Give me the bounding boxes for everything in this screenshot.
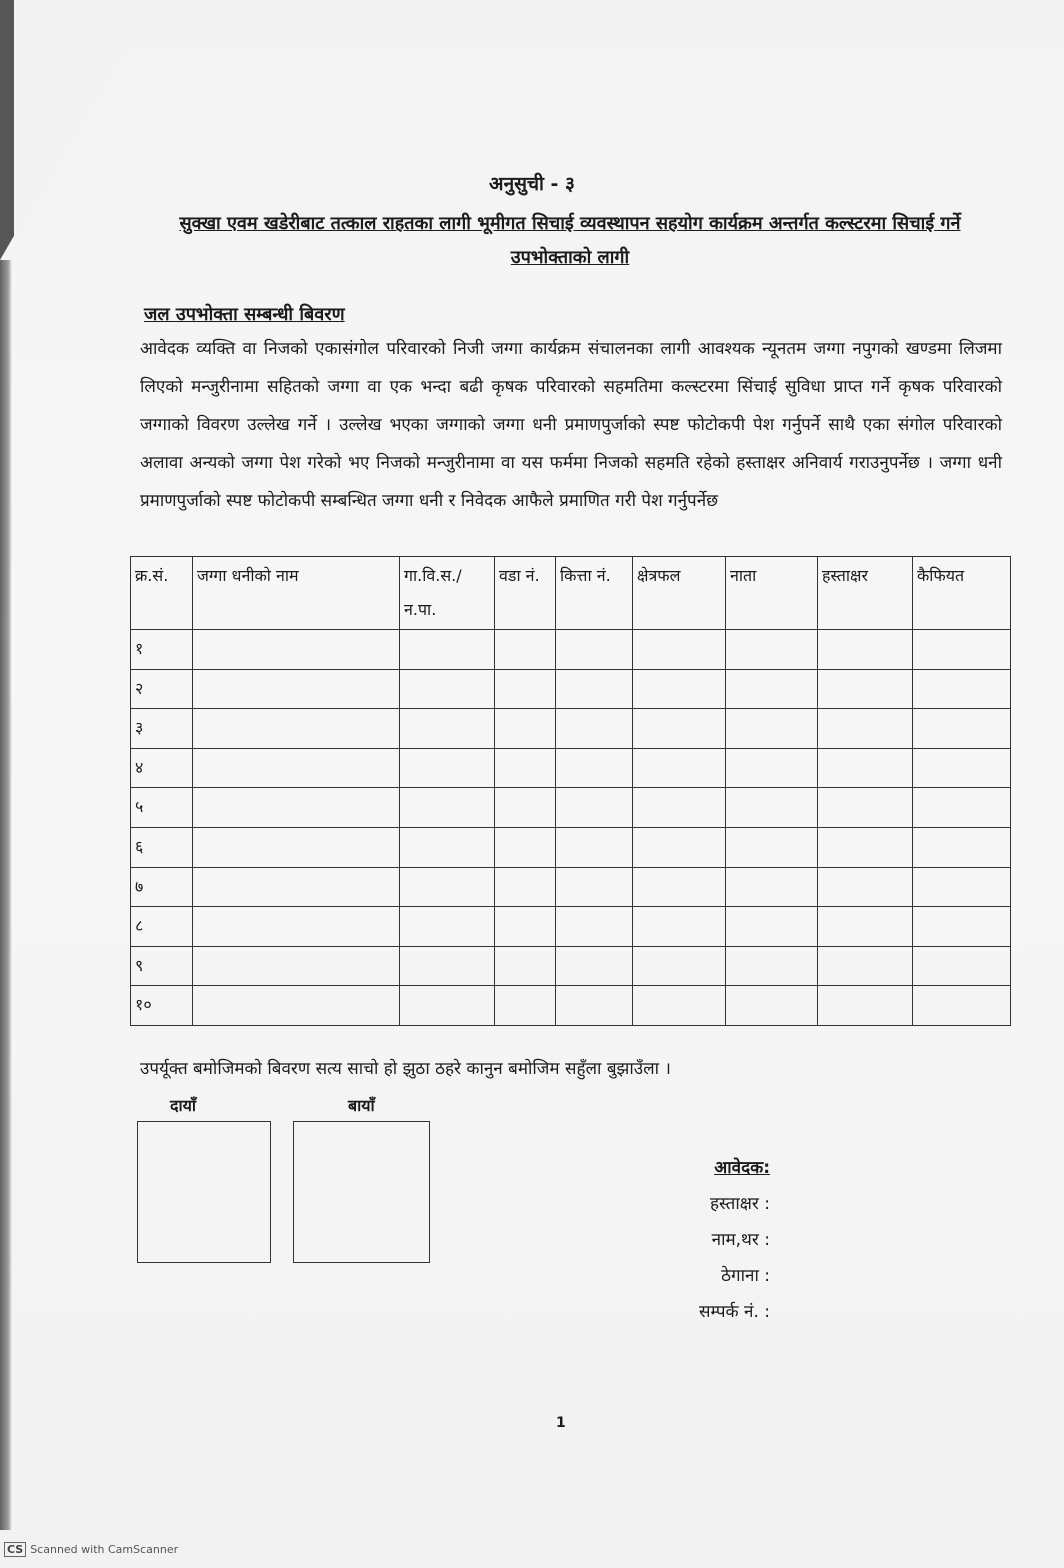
applicant-heading: आवेदक: [714, 1158, 770, 1178]
land-details-table [130, 556, 1011, 1026]
table-cell[interactable] [556, 709, 633, 749]
table-cell[interactable] [913, 907, 1011, 947]
applicant-block [600, 1150, 770, 1330]
table-cell[interactable] [400, 946, 495, 986]
table-row [131, 788, 1011, 828]
table-row [131, 827, 1011, 867]
table-cell[interactable] [556, 669, 633, 709]
table-cell[interactable] [556, 630, 633, 670]
table-cell[interactable] [633, 867, 726, 907]
table-cell[interactable] [633, 669, 726, 709]
table-cell[interactable] [193, 827, 400, 867]
table-cell[interactable] [726, 748, 818, 788]
table-cell[interactable] [913, 788, 1011, 828]
table-cell[interactable] [400, 669, 495, 709]
table-cell[interactable] [818, 669, 913, 709]
table-cell[interactable] [193, 946, 400, 986]
header-signature: हस्ताक्षर [818, 557, 913, 630]
table-cell[interactable] [633, 827, 726, 867]
table-row [131, 669, 1011, 709]
row-serial-number: ७ [131, 867, 193, 907]
table-cell[interactable] [556, 946, 633, 986]
table-cell[interactable] [633, 630, 726, 670]
table-header-row [131, 557, 1011, 630]
table-cell[interactable] [818, 709, 913, 749]
annex-label: अनुसुची - ३ [489, 173, 575, 195]
table-cell[interactable] [495, 946, 556, 986]
table-cell[interactable] [495, 669, 556, 709]
table-cell[interactable] [193, 748, 400, 788]
table-cell[interactable] [193, 907, 400, 947]
table-row [131, 867, 1011, 907]
table-cell[interactable] [726, 827, 818, 867]
table-cell[interactable] [913, 709, 1011, 749]
header-relation: नाता [726, 557, 818, 630]
declaration-text: उपर्यूक्त बमोजिमको बिवरण सत्य साचो हो झुठा ठहरे कानुन बमोजिम सहुँला बुझाउँला । [140, 1059, 671, 1079]
header-remarks: कैफियत [913, 557, 1011, 630]
right-thumbprint-box[interactable] [137, 1121, 271, 1263]
table-cell[interactable] [726, 907, 818, 947]
table-cell[interactable] [726, 986, 818, 1026]
table-cell[interactable] [193, 669, 400, 709]
table-cell[interactable] [818, 827, 913, 867]
table-cell[interactable] [193, 788, 400, 828]
table-cell[interactable] [495, 709, 556, 749]
table-row [131, 986, 1011, 1026]
table-cell[interactable] [818, 907, 913, 947]
right-thumb-label: दायाँ [170, 1096, 197, 1115]
document-title: सुक्खा एवम खडेरीबाट तत्काल राहतका लागी भूमीगत सिचाई व्यवस्थापन सहयोग कार्यक्रम अन्तर्गत कल्स्टरमा सिचाई गर्ने उपभोक्ताको लागी [179, 213, 961, 268]
table-cell[interactable] [726, 630, 818, 670]
table-cell[interactable] [193, 709, 400, 749]
table-cell[interactable] [818, 986, 913, 1026]
table-cell[interactable] [818, 946, 913, 986]
row-serial-number: ९ [131, 946, 193, 986]
table-cell[interactable] [913, 946, 1011, 986]
table-cell[interactable] [400, 907, 495, 947]
header-vdc-municipality: गा.वि.स./ न.पा. [400, 557, 495, 630]
table-cell[interactable] [556, 867, 633, 907]
row-serial-number: १ [131, 630, 193, 670]
scanner-watermark [4, 1542, 178, 1557]
table-cell[interactable] [726, 669, 818, 709]
left-thumbprint-box[interactable] [293, 1121, 430, 1263]
applicant-contact-field[interactable]: सम्पर्क नं. : [698, 1302, 770, 1322]
table-cell[interactable] [400, 630, 495, 670]
table-cell[interactable] [400, 867, 495, 907]
table-row [131, 748, 1011, 788]
table-cell[interactable] [818, 788, 913, 828]
row-serial-number: २ [131, 669, 193, 709]
table-cell[interactable] [633, 986, 726, 1026]
section-heading: जल उपभोक्ता सम्बन्धी बिवरण [144, 304, 345, 325]
table-cell[interactable] [818, 748, 913, 788]
table-cell[interactable] [556, 788, 633, 828]
scanner-logo: CS [4, 1542, 26, 1557]
table-cell[interactable] [495, 827, 556, 867]
table-cell[interactable] [633, 788, 726, 828]
table-cell[interactable] [193, 986, 400, 1026]
table-cell[interactable] [556, 986, 633, 1026]
table-cell[interactable] [400, 788, 495, 828]
table-cell[interactable] [400, 748, 495, 788]
instructions-paragraph: आवेदक व्यक्ति वा निजको एकासंगोल परिवारको निजी जग्गा कार्यक्रम संचालनका लागी आवश्यक न्यूनतम जग्गा नपुगको खण्डमा लिजमा लिएको मन्जुरीनामा सहितको जग्गा वा एक भन्दा बढी कृषक परिवारको सहमतिमा कल्स्टरमा सिंचाई सुविधा प्राप्त गर्ने कृषक परिवारको जग्गाको विवरण उल्लेख गर्ने । उल्लेख भएका जग्गाको जग्गा धनी प्रमाणपुर्जाको स्पष्ट फोटोकपी पेश गर्नुपर्ने साथै एका संगोल परिवारको अलावा अन्यको जग्गा पेश गरेको भए निजको मन्जुरीनामा वा यस फर्ममा निजको सहमति रहेको हस्ताक्षर अनिवार्य गराउनुपर्नेछ । जग्गा धनी प्रमाणपुर्जाको स्पष्ट फोटोकपी सम्बन्धित जग्गा धनी र निवेदक आफैले प्रमाणित गरी पेश गर्नुपर्नेछ [140, 339, 1002, 511]
table-cell[interactable] [913, 986, 1011, 1026]
table-cell[interactable] [726, 946, 818, 986]
table-cell[interactable] [913, 669, 1011, 709]
row-serial-number: ६ [131, 827, 193, 867]
table-cell[interactable] [726, 709, 818, 749]
table-cell[interactable] [556, 748, 633, 788]
table-cell[interactable] [495, 907, 556, 947]
table-cell[interactable] [495, 630, 556, 670]
table-cell[interactable] [495, 748, 556, 788]
table-cell[interactable] [913, 630, 1011, 670]
table-cell[interactable] [726, 867, 818, 907]
table-cell[interactable] [913, 748, 1011, 788]
header-ward-no: वडा नं. [495, 557, 556, 630]
row-serial-number: ४ [131, 748, 193, 788]
table-cell[interactable] [556, 907, 633, 947]
page-number: 1 [556, 1415, 566, 1431]
table-row [131, 907, 1011, 947]
table-cell[interactable] [193, 630, 400, 670]
table-cell[interactable] [726, 788, 818, 828]
table-cell[interactable] [818, 867, 913, 907]
table-cell[interactable] [633, 907, 726, 947]
table-cell[interactable] [400, 709, 495, 749]
table-cell[interactable] [633, 748, 726, 788]
header-serial: क्र.सं. [131, 557, 193, 630]
table-cell[interactable] [495, 986, 556, 1026]
table-cell[interactable] [633, 709, 726, 749]
table-cell[interactable] [633, 946, 726, 986]
table-cell[interactable] [495, 867, 556, 907]
table-row [131, 946, 1011, 986]
table-row [131, 630, 1011, 670]
table-cell[interactable] [400, 827, 495, 867]
table-cell[interactable] [818, 630, 913, 670]
table-cell[interactable] [400, 986, 495, 1026]
applicant-name-field[interactable]: नाम,थर : [711, 1230, 770, 1250]
applicant-address-field[interactable]: ठेगाना : [721, 1266, 770, 1286]
row-serial-number: ३ [131, 709, 193, 749]
page-edge-shadow [0, 260, 12, 1530]
table-cell[interactable] [495, 788, 556, 828]
scanner-text: Scanned with CamScanner [30, 1543, 179, 1556]
row-serial-number: ५ [131, 788, 193, 828]
left-thumb-label: बायाँ [348, 1096, 375, 1115]
header-area: क्षेत्रफल [633, 557, 726, 630]
table-row [131, 709, 1011, 749]
header-plot-no: कित्ता नं. [556, 557, 633, 630]
table-cell[interactable] [556, 827, 633, 867]
header-owner-name: जग्गा धनीको नाम [193, 557, 400, 630]
table-cell[interactable] [193, 867, 400, 907]
table-cell[interactable] [913, 827, 1011, 867]
applicant-signature-field[interactable]: हस्ताक्षर : [709, 1194, 770, 1214]
table-cell[interactable] [913, 867, 1011, 907]
row-serial-number: १० [131, 986, 193, 1026]
row-serial-number: ८ [131, 907, 193, 947]
folded-corner [14, 0, 154, 245]
